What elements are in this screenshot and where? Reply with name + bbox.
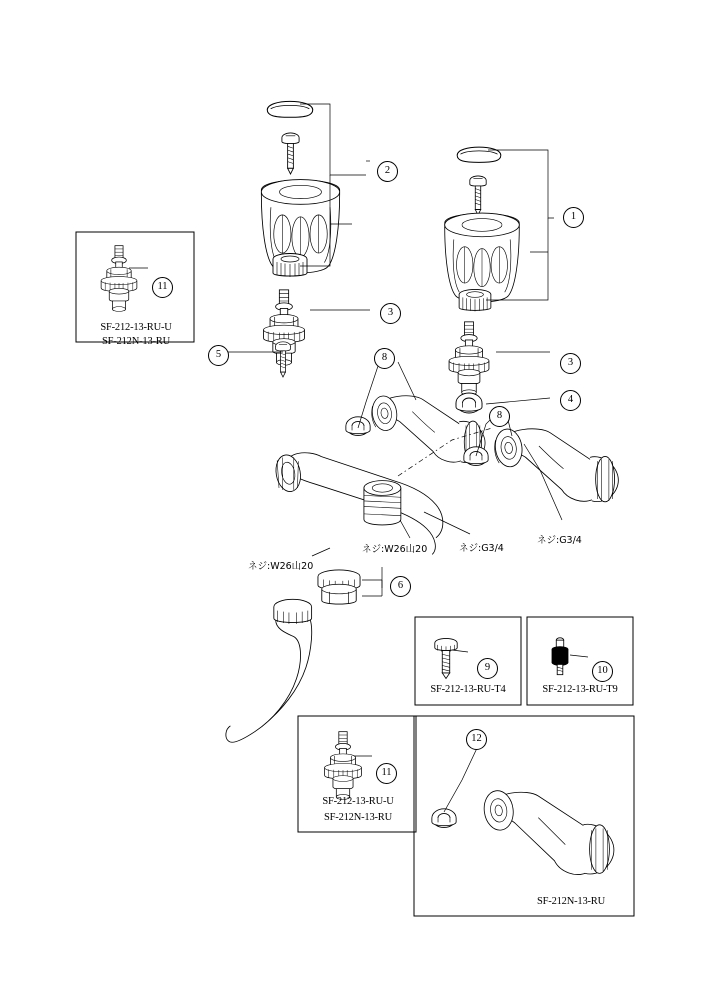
callout-11-bottom: 11 [376,763,397,784]
callout-9: 9 [477,658,498,679]
callout-5: 5 [208,345,229,366]
box-caption-bottom-left-2: SF-212N-13-RU [324,812,392,823]
box-caption-top-left-1: SF-212-13-RU-U [100,322,172,333]
callout-10: 10 [592,661,613,682]
callout-2: 2 [377,161,398,182]
callout-3: 3 [380,303,401,324]
box-caption-bottom-left-1: SF-212-13-RU-U [322,796,394,807]
thread-label-w26-center: ネジ:W26山20 [362,544,428,555]
box-caption-t4: SF-212-13-RU-T4 [430,684,506,695]
box-caption-top-left-2: SF-212N-13-RU [102,336,170,347]
thread-label-g34-right: ネジ:G3/4 [537,535,582,546]
callout-6: 6 [390,576,411,597]
callout-4: 4 [560,390,581,411]
box-caption-t9: SF-212-13-RU-T9 [542,684,618,695]
thread-label-w26-left: ネジ:W26山20 [248,561,314,572]
callout-1: 1 [563,207,584,228]
callout-3-right: 3 [560,353,581,374]
thread-label-g34-center: ネジ:G3/4 [459,543,504,554]
callout-8-right: 8 [489,406,510,427]
callout-8-left: 8 [374,348,395,369]
callout-12: 12 [466,729,487,750]
callout-11-top: 11 [152,277,173,298]
box-caption-bottom-right: SF-212N-13-RU [537,896,605,907]
